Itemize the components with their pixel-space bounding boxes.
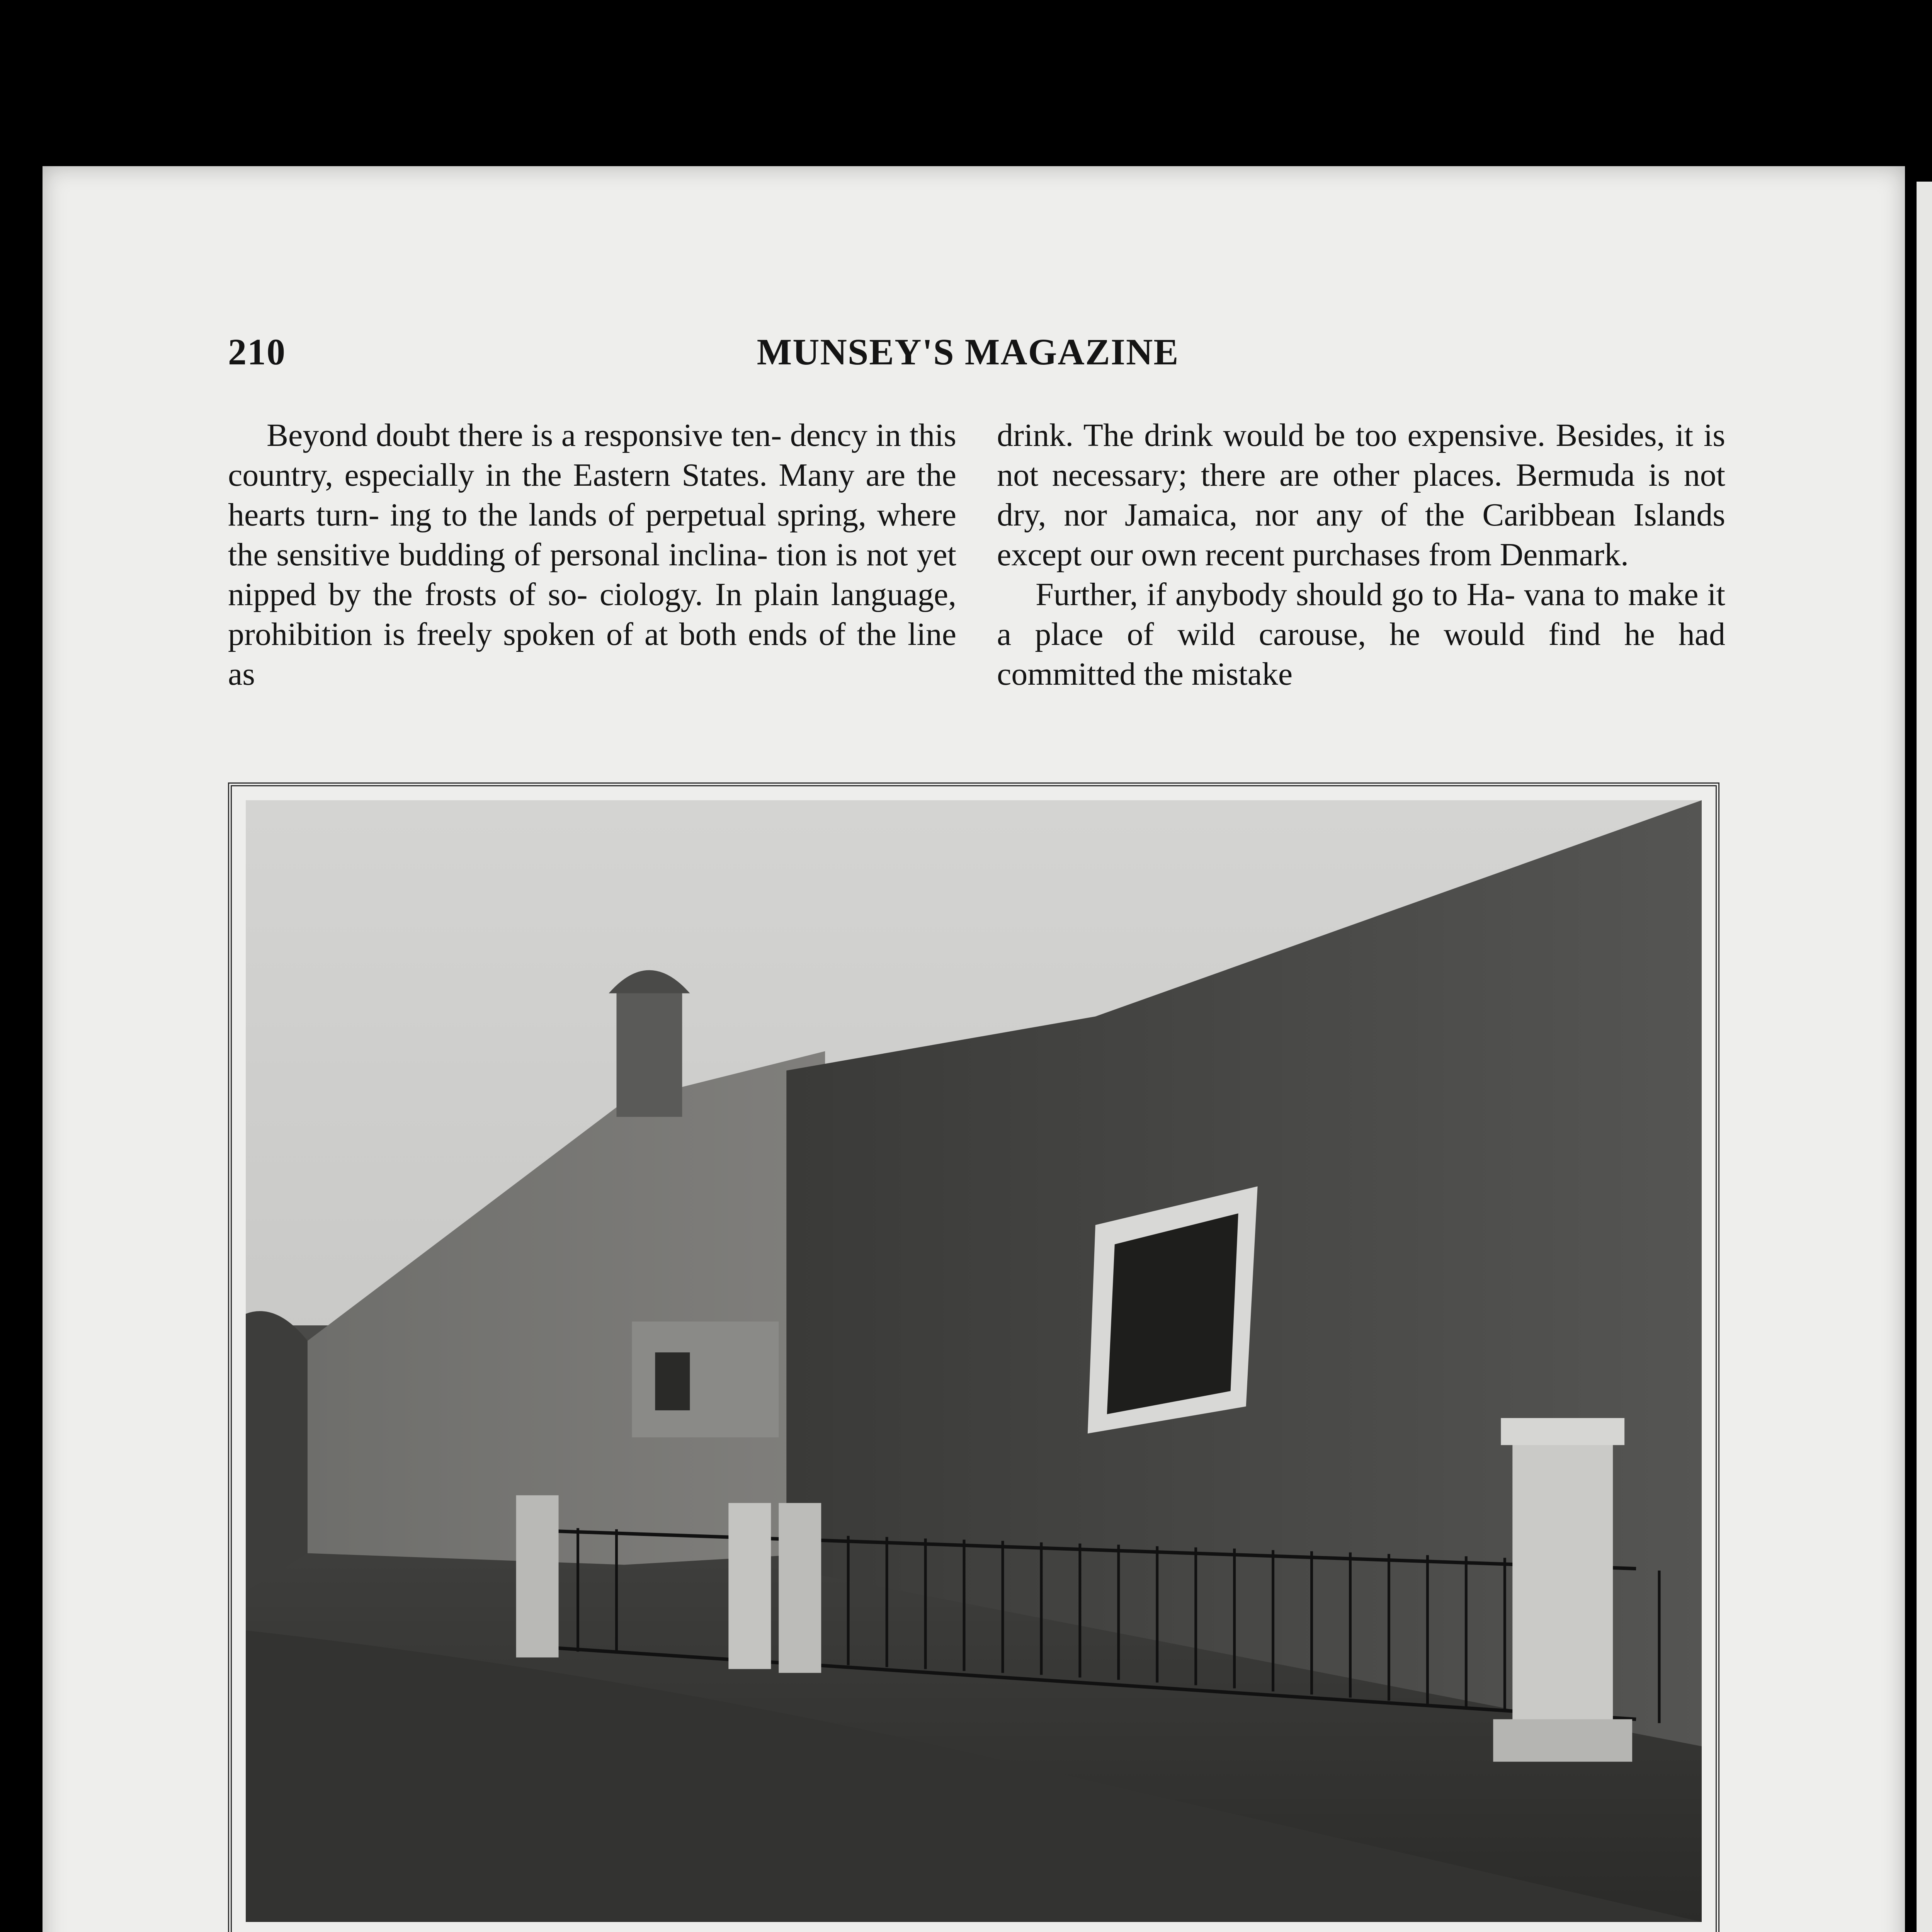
running-title: MUNSEY'S MAGAZINE	[757, 331, 1179, 372]
top-left-column	[228, 415, 956, 694]
top-right-column	[997, 415, 1725, 694]
paragraph: Beyond doubt there is a responsive ten- dency in this country, especially in the Eastern States. Many are the hearts turn- ing to the lands of perpetual spring, where the sensitive budding of personal inclina- tion is not yet nipped by the frosts of so- ciology. In plain language, prohibition is freely spoken of at both ends of the line as	[228, 417, 956, 692]
page-header	[228, 330, 1708, 384]
page-number: 210	[228, 331, 286, 372]
paragraph: drink. The drink would be too expensive. Besides, it is not necessary; there are other places. Bermuda is not dry, nor Jamaica, nor any of the Caribbean Islands except our own recent purchases from Denmark.	[997, 417, 1725, 573]
fort-photograph	[228, 782, 1719, 1932]
paragraph: Further, if anybody should go to Ha- vana to make it a place of wild carouse, he would find he had committed the mistake	[997, 577, 1725, 692]
fort-bastion-image	[246, 800, 1702, 1922]
facing-page-edge	[1917, 182, 1932, 1932]
